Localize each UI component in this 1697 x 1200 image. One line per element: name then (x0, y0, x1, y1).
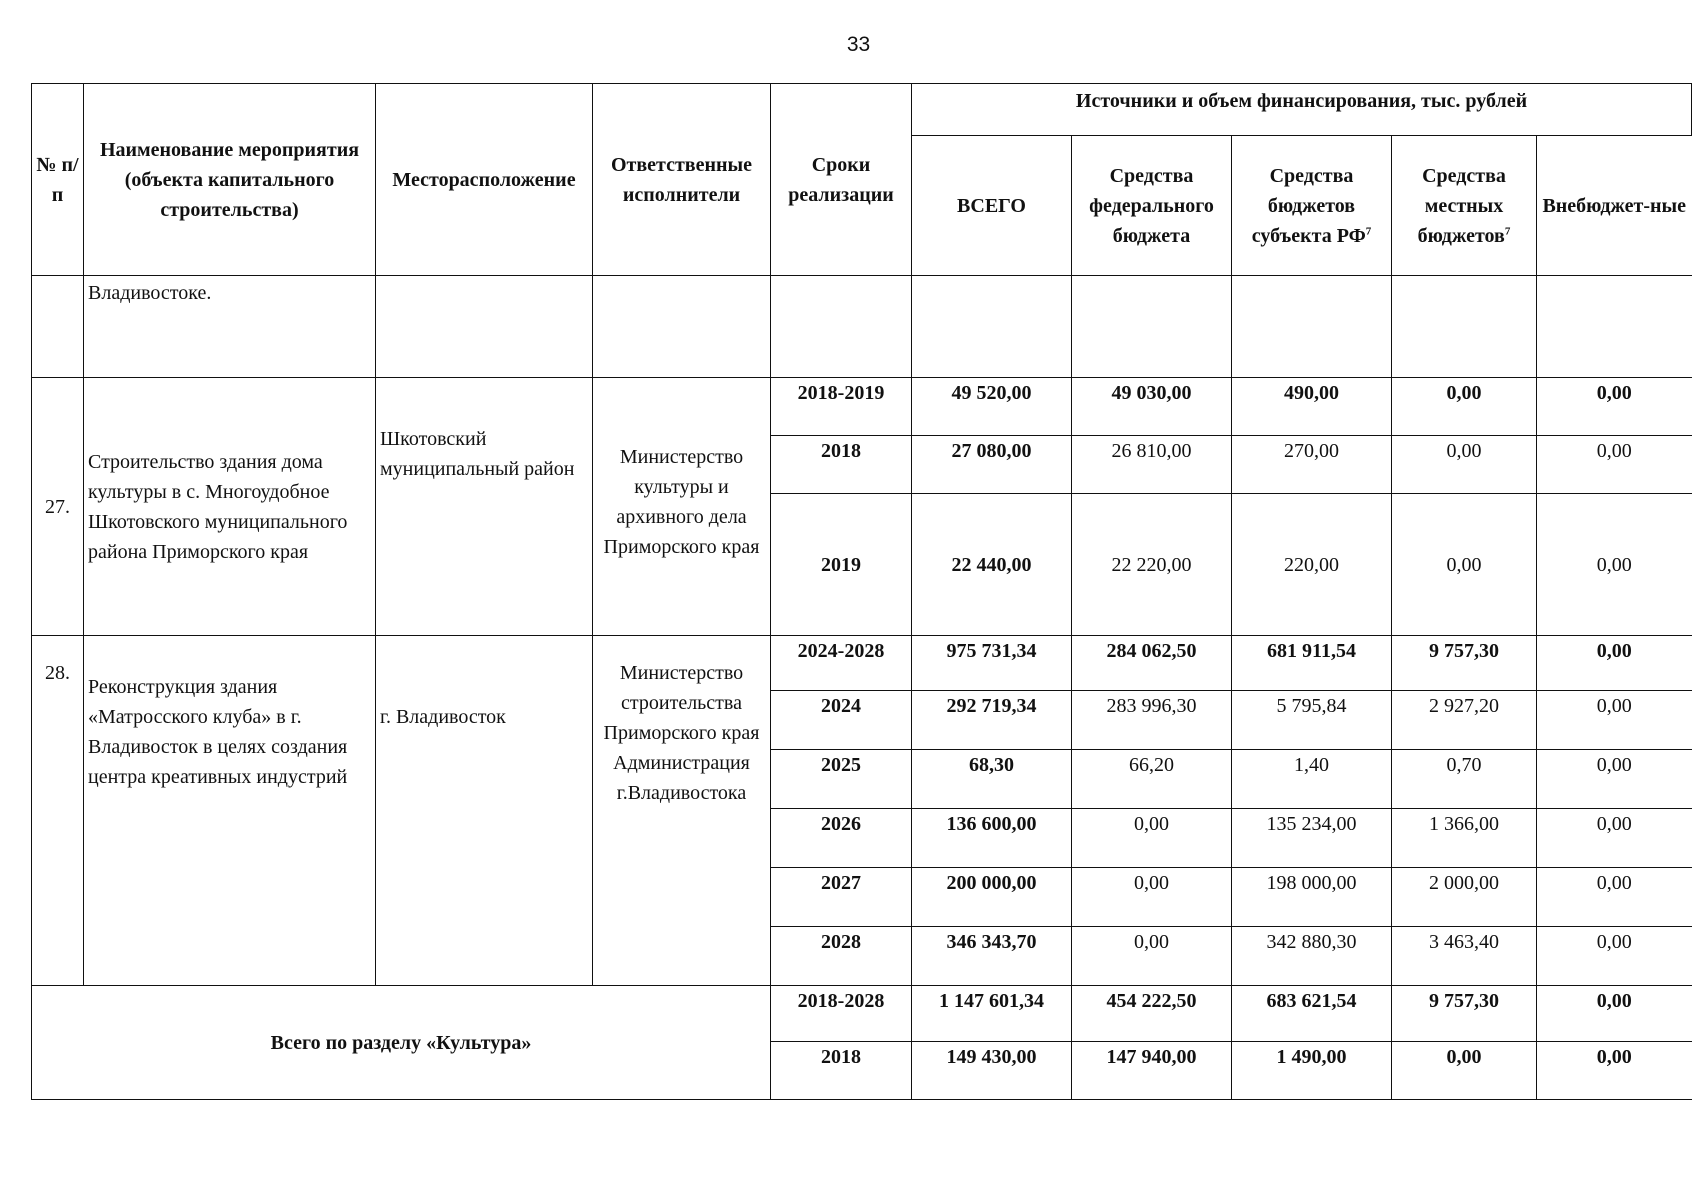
amount-total: 346 343,70 (912, 927, 1072, 986)
amount-federal: 0,00 (1072, 868, 1232, 927)
header-no: № п/п (32, 84, 84, 276)
header-total: ВСЕГО (912, 136, 1072, 276)
header-federal: Средства федерального бюджета (1072, 136, 1232, 276)
amount-extra: 0,00 (1537, 927, 1692, 986)
cell-empty (1392, 276, 1537, 378)
amount-federal: 22 220,00 (1072, 494, 1232, 636)
header-executors: Ответственные исполнители (593, 84, 771, 276)
amount-regional: 135 234,00 (1232, 809, 1392, 868)
period-year: 2028 (771, 927, 912, 986)
amount-extra: 0,00 (1537, 809, 1692, 868)
financing-table (31, 83, 1692, 1100)
amount-local: 0,70 (1392, 750, 1537, 809)
amount-extra: 0,00 (1537, 378, 1692, 436)
amount-regional: 270,00 (1232, 436, 1392, 494)
amount-federal: 0,00 (1072, 809, 1232, 868)
total-amount-regional: 1 490,00 (1232, 1042, 1392, 1100)
section-total-label: Всего по разделу «Культура» (32, 986, 771, 1100)
amount-regional: 1,40 (1232, 750, 1392, 809)
amount-extra: 0,00 (1537, 436, 1692, 494)
total-amount-local: 0,00 (1392, 1042, 1537, 1100)
amount-extra: 0,00 (1537, 750, 1692, 809)
cell-empty (376, 276, 593, 378)
header-local (1392, 136, 1537, 276)
total-amount-extra: 0,00 (1537, 986, 1692, 1042)
amount-local: 0,00 (1392, 494, 1537, 636)
header-extra: Внебюджет-ные (1537, 136, 1692, 276)
cell-empty (912, 276, 1072, 378)
amount-total: 68,30 (912, 750, 1072, 809)
amount-local: 2 000,00 (1392, 868, 1537, 927)
amount-regional: 220,00 (1232, 494, 1392, 636)
period-year: 2024-2028 (771, 636, 912, 691)
amount-extra: 0,00 (1537, 868, 1692, 927)
total-amount-federal: 454 222,50 (1072, 986, 1232, 1042)
table-row (32, 636, 1692, 691)
amount-regional: 198 000,00 (1232, 868, 1392, 927)
header-name: Наименование мероприятия (объекта капитального строительства) (84, 84, 376, 276)
amount-extra: 0,00 (1537, 494, 1692, 636)
total-amount-total: 1 147 601,34 (912, 986, 1072, 1042)
amount-total: 200 000,00 (912, 868, 1072, 927)
amount-regional: 490,00 (1232, 378, 1392, 436)
header-local-text: Средства местных бюджетов (1417, 164, 1506, 247)
amount-federal: 49 030,00 (1072, 378, 1232, 436)
amount-local: 9 757,30 (1392, 636, 1537, 691)
footnote-mark: 7 (1365, 224, 1372, 237)
item-location: г. Владивосток (376, 636, 593, 986)
period-year: 2024 (771, 691, 912, 750)
period-year: 2018-2019 (771, 378, 912, 436)
total-amount-extra: 0,00 (1537, 1042, 1692, 1100)
item-location: Шкотовский муниципальный район (376, 378, 593, 636)
amount-total: 975 731,34 (912, 636, 1072, 691)
cell-empty (32, 276, 84, 378)
item-name: Строительство здания дома культуры в с. Многоудобное Шкотовского муниципального района Приморского края (84, 378, 376, 636)
amount-regional: 681 911,54 (1232, 636, 1392, 691)
amount-local: 0,00 (1392, 436, 1537, 494)
amount-federal: 66,20 (1072, 750, 1232, 809)
period-year: 2018 (771, 436, 912, 494)
footnote-mark: 7 (1504, 224, 1511, 237)
total-amount-regional: 683 621,54 (1232, 986, 1392, 1042)
cell-empty (1232, 276, 1392, 378)
amount-total: 49 520,00 (912, 378, 1072, 436)
header-regional-text: Средства бюджетов субъекта РФ (1251, 164, 1366, 247)
cell-empty (771, 276, 912, 378)
amount-extra: 0,00 (1537, 636, 1692, 691)
item-executors: Министерство строительства Приморского края Администрация г.Владивостока (593, 636, 771, 986)
page-number: 33 (846, 33, 871, 56)
item-number: 28. (32, 636, 84, 986)
amount-total: 22 440,00 (912, 494, 1072, 636)
period-year: 2018 (771, 1042, 912, 1100)
continuation-name: Владивостоке. (84, 276, 376, 378)
cell-empty (1072, 276, 1232, 378)
amount-regional: 342 880,30 (1232, 927, 1392, 986)
amount-regional: 5 795,84 (1232, 691, 1392, 750)
continuation-row (32, 276, 1692, 378)
total-amount-local: 9 757,30 (1392, 986, 1537, 1042)
total-amount-total: 149 430,00 (912, 1042, 1072, 1100)
amount-federal: 283 996,30 (1072, 691, 1232, 750)
amount-local: 1 366,00 (1392, 809, 1537, 868)
total-row (32, 986, 1692, 1042)
cell-empty (593, 276, 771, 378)
total-amount-federal: 147 940,00 (1072, 1042, 1232, 1100)
period-year: 2018-2028 (771, 986, 912, 1042)
amount-federal: 284 062,50 (1072, 636, 1232, 691)
header-location: Месторасположение (376, 84, 593, 276)
header-period: Сроки реализации (771, 84, 912, 276)
amount-federal: 0,00 (1072, 927, 1232, 986)
item-name: Реконструкция здания «Матросского клуба» в г. Владивосток в целях создания центра креативных индустрий (84, 636, 376, 986)
amount-local: 3 463,40 (1392, 927, 1537, 986)
amount-local: 2 927,20 (1392, 691, 1537, 750)
period-year: 2027 (771, 868, 912, 927)
amount-total: 27 080,00 (912, 436, 1072, 494)
header-regional (1232, 136, 1392, 276)
amount-total: 292 719,34 (912, 691, 1072, 750)
amount-federal: 26 810,00 (1072, 436, 1232, 494)
item-number: 27. (32, 378, 84, 636)
table-row (32, 378, 1692, 436)
period-year: 2026 (771, 809, 912, 868)
period-year: 2019 (771, 494, 912, 636)
amount-total: 136 600,00 (912, 809, 1072, 868)
amount-extra: 0,00 (1537, 691, 1692, 750)
amount-local: 0,00 (1392, 378, 1537, 436)
cell-empty (1537, 276, 1692, 378)
header-sources: Источники и объем финансирования, тыс. рублей (912, 84, 1692, 136)
item-executors: Министерство культуры и архивного дела Приморского края (593, 378, 771, 636)
period-year: 2025 (771, 750, 912, 809)
